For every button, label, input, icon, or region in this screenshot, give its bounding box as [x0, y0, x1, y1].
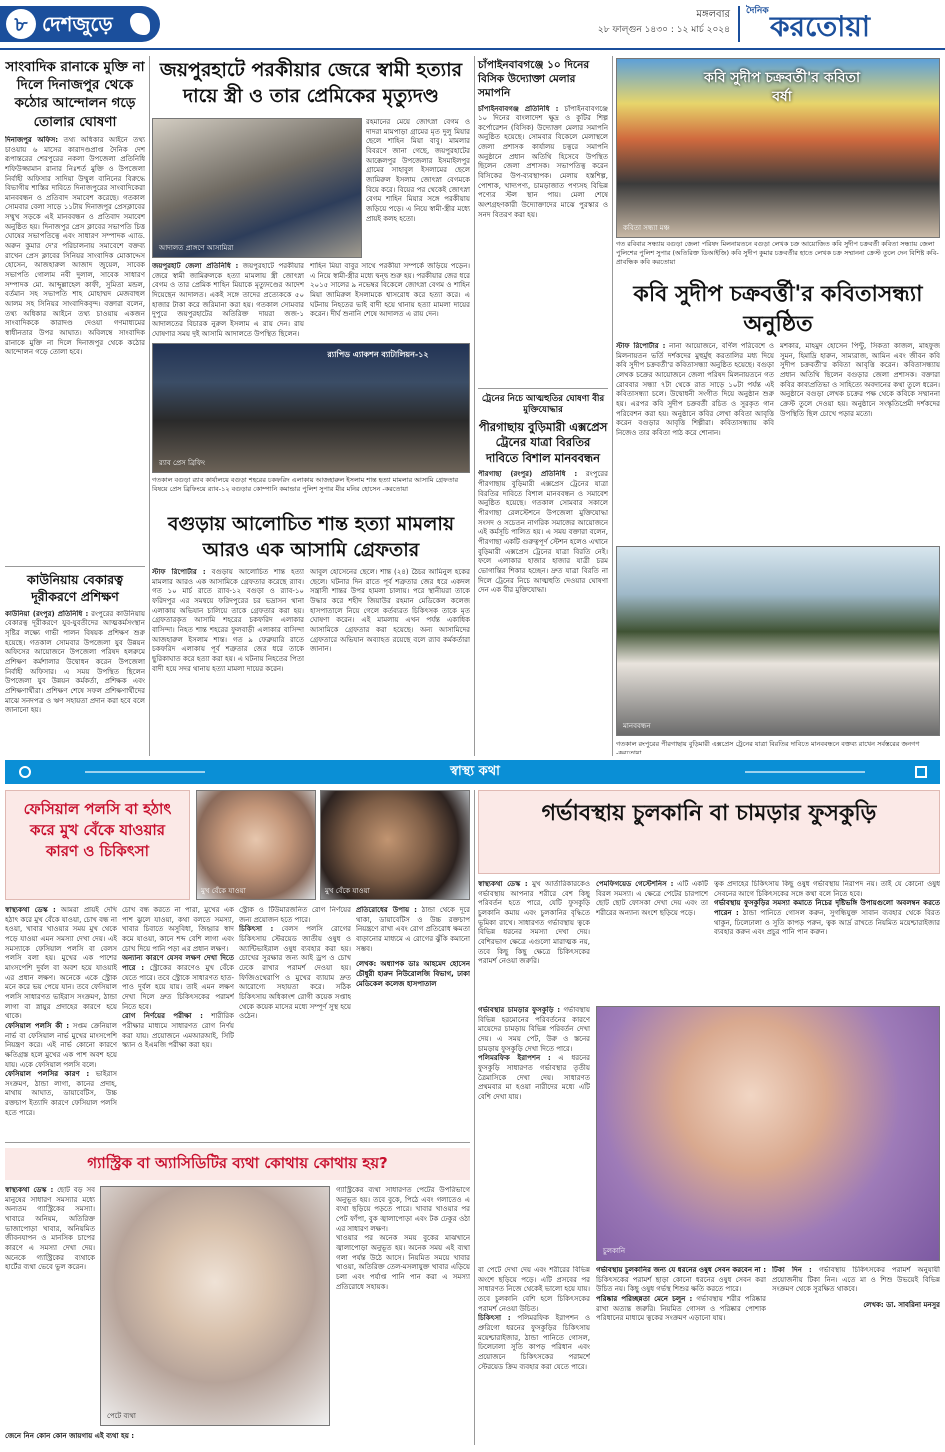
- story-bogura-body2: আবুল হোসেনের ছেলে। শান্ত (২৪) ঠৈচর আমিনুল হকের ছেলে। ঘটনার দিন রাতে পূর্ব শত্রুতার জের ধরে একদল সন্ত্রাসী শান্তর উপর হামলা চালায়। পরে স্থানীয়রা তাকে উদ্ধার করে শহীদ জিয়াউর রহমান মেডিকেল কলেজ হাসপাতালে নিয়ে গেলে কর্তব্যরত চিকিৎসক তাকে মৃত ঘোষণা করেন। এই মামলায় এখন পর্যন্ত একাধিক আসামিকে গ্রেফতার করা হয়েছে। অন্য আসামিদের গ্রেফতারে অভিযান অব্যাহত রয়েছে বলে র‍্যাব কর্মকর্তারা জানান।: [310, 568, 470, 654]
- itch-col3c: [772, 1266, 940, 1442]
- kobita-caption-credit: করতোয়া: [652, 257, 676, 266]
- story-bogura-dateline: স্টাফ রিপোর্টার :: [152, 568, 206, 576]
- facial-sub3-body: স্ট্রোকের কারণেও মুখ বেঁকে যেতে পারে। তবে স্ট্রোকে সাধারণত হাত-পাও দুর্বল হয়ে যায়। তাই এমন লক্ষণ দেখা দিলে দ্রুত চিকিৎসকের পরামর্শ নিতে হবে।: [122, 963, 234, 1011]
- story-pirgachha-text: রংপুরের পীরগাছায় বুড়িমারী এক্সপ্রেস ট্রেনের যাত্রা বিরতির দাবিতে বিশাল মানববন্ধন ও সমাবেশ অনুষ্ঠিত হয়েছে। গতকাল সোমবার সকালে পীরগাছা রেলস্টেশনে উপজেলা মুক্তিযোদ্ধা সংসদ ও সচেতন নাগরিক সমাজের আয়োজনে এই কর্মসূচি পালিত হয়। এ সময় বক্তারা বলেন, পীরগাছা একটি গুরুত্বপূর্ণ স্টেশন হলেও এখানে বুড়িমারী এক্সপ্রেস ট্রেনের যাত্রা বিরতি নেই। ফলে এলাকার হাজার হাজার যাত্রী চরম ভোগান্তির শিকার হচ্ছেন। দ্রুত যাত্রা বিরতি না দিলে ট্রেনের নিচে আত্মহুতি দেওয়ার ঘোষণা দেন এক বীর মুক্তিযোদ্ধা।: [478, 470, 608, 595]
- kobita-caption-text: গত রবিবার সন্ধ্যায় বগুড়া জেলা পরিষদ মিলনায়তনে বগুড়া লেখক চক্র আয়োজিত কবি সুদীপ চক্রবর্তী কবিতা সন্ধ্যায় জেলা পুলিশের পুলিশ সুপার (অতিরিক্ত ডিআইজি) কবি সুদীপ কুমার চক্রবর্তীর হাতে লেখক চক্র সম্মাননা ক্রেস্ট তুলে দেন বিশিষ্ট কবি-প্রাবন্ধিক কবি: [616, 240, 939, 266]
- story-pirgachha-dateline: পীরগাছা (রংপুর) প্রতিনিধি :: [478, 470, 578, 479]
- itch-body2: বা পেটে দেখা দেয় এবং শরীরের বিভিন্ন অংশে ছড়িয়ে পড়ে। এটি প্রসবের পর সাধারণত নিজে থেকেই ভালো হয়ে যায়। তবে চুলকানি বেশি হলে চিকিৎসকের পরামর্শ নেওয়া উচিত।: [478, 1266, 590, 1313]
- story-joypurhat-text: জয়পুরহাটে পরকীয়ার জেরে স্বামী জামিরুলকে হত্যা মামলায় স্ত্রী জোৎস্না বেগম ও তার প্রেমিক শাহিন মিয়াকে মৃত্যুদণ্ডের আদেশ দিয়েছেন আদালত। একই সঙ্গে তাদের প্রত্যেককে ৫০ হাজার টাকা করে জরিমানা করা হয়। গতকাল সোমবার দুপুরে জয়পুরহাটের অতিরিক্ত দায়রা জজ-১ আদালতের বিচারক নুরুল ইসলাম এ রায় দেন। রায় ঘোষণার সময় দুই আসামি আদালতে উপস্থিত ছিলেন।: [152, 262, 304, 337]
- story-chapai-text: চাঁপাইনবাবগঞ্জে ১০ দিনের বাংলাদেশ ক্ষুদ্র ও কুটির শিল্প কর্পোরেশন (বিসিক) উদ্যোক্তা মেলার সমাপনি অনুষ্ঠিত হয়েছে। সোমবার বিকেলে মেলাস্থলে জেলা প্রশাসক কার্যালয় চত্বরে সমাপনি অনুষ্ঠানে প্রধান অতিথি হিসেবে উপস্থিত ছিলেন জেলা প্রশাসক। সভাপতিত্ব করেন বিসিকের উপ-ব্যবস্থাপক। মেলায় হস্তশিল্প, পোশাক, খাদ্যপণ্য, চামড়াজাত পণ্যসহ বিভিন্ন পণ্যের স্টল স্থান পায়। মেলা শেষে অংশগ্রহণকারী উদ্যোক্তাদের মাঝে পুরস্কার ও সনদ বিতরণ করা হয়।: [478, 104, 608, 219]
- itch-headline: গর্ভাবস্থায় চুলকানি বা চামড়ার ফুসকুড়ি: [541, 801, 877, 826]
- masthead-divider: [738, 6, 740, 42]
- story-kobita-headline: কবি সুদীপ চক্রবর্ত্তী'র কবিতাসন্ধ্যা অনুষ্ঠিত: [633, 282, 923, 337]
- man-photo-label: মুখ বেঁকে যাওয়া: [325, 886, 370, 895]
- story-bogura-body: [152, 568, 304, 754]
- story-pirgachha-kicker: ট্রেনের নিচে আত্মহুতির ঘোষণা বীর মুক্তিযোদ্ধার: [481, 394, 605, 416]
- facial-sub4: রোগ নির্ণয়ের পরীক্ষা :: [122, 1012, 203, 1021]
- itch-sub2-body: গর্ভাবস্থায় বিভিন্ন হরমোনের পরিবর্তনের কারণে মায়েদের চামড়ায় বিভিন্ন পরিবর্তন দেখা দেয়। এ সময় পেট, উরু ও স্তনের চামড়ায় ফুসকুড়ি দেখা দিতে পারে।: [478, 1006, 590, 1053]
- story-chapai-body: [478, 105, 608, 370]
- pirgachha-caption-text: গতকাল রংপুরের পীরগাছায় বুড়িমারী এক্সপ্রেস ট্রেনের যাত্রা বিরতির দাবিতে মানববন্ধনে বক্তব্য রাখেন সর্বস্তরের জনগণ: [616, 740, 920, 748]
- rule-col1-a: [5, 566, 145, 567]
- facial-author-name: অধ্যাপক ডাঃ আহমেদ হোসেন চৌধুরী হারুন নিউরোলজি বিভাগ, ঢাকা মেডিকেল কলেজ হাসপাতাল: [356, 960, 470, 988]
- issue-date: ২৮ ফাল্গুন ১৪৩০ : ১২ মার্চ ২০২৪: [597, 25, 730, 35]
- itch-sub7-body: গর্ভাবস্থায় শরীর পরিষ্কার রাখা অত্যন্ত জরুরি। নিয়মিত গোসল ও পরিষ্কার পোশাক পরিধানের মাধ্যমে ত্বকের সংক্রমণ এড়ানো যায়।: [596, 1294, 766, 1323]
- story-joypurhat-body: [152, 262, 304, 337]
- joypurhat-court-photo: [152, 118, 362, 258]
- itch-sub4-body: পলিমরফিক ইরাপশন ও প্রুরিগো ধরনের ফুসকুড়ির চিকিৎসায় ময়েশ্চারাইজার, ঠান্ডা পানিতে গোসল, ঢিলেঢালা সুতি কাপড় পরিধান এবং প্রয়োজনে চিকিৎসকের পরামর্শে স্টেরয়েড ক্রিম ব্যবহার করা যেতে পারে।: [478, 1314, 590, 1371]
- facial-sub1-body: সপ্তম ক্রেনিয়াল নার্ভ বা ফেসিয়াল নার্ভ মুখের মাংসপেশি নিয়ন্ত্রণ করে। এই নার্ভ কোনো কারণে ক্ষতিগ্রস্ত হলে মুখের এক পাশ অবশ হয়ে যায়। একে ফেসিয়াল পলসি বলে।: [5, 1021, 117, 1069]
- story-kobita-dateline: স্টাফ রিপোর্টার :: [616, 342, 666, 350]
- facial-author: [356, 960, 470, 989]
- story-kobita-body2: মশকার, মাহমুদ হোসেন পিন্টু, সিকতা কাজল, মাহফুজ সুমন, হিমাদ্রি হারুন, সাম্যরাজ, আমিন এবং জীবন কবি সুদীপ চক্রবর্তী'র কবিতা আবৃত্তি করেন। কবিতাসন্ধ্যায় প্রধান অতিথি ছিলেন বগুড়ার জেলা প্রশাসক। বক্তারা কবির কাব্যপ্রতিভা ও সাহিত্যে অবদানের কথা তুলে ধরেন। অনুষ্ঠানে বগুড়া লেখক চক্রের পক্ষ থেকে কবিকে সম্মাননা ক্রেস্ট তুলে দেওয়া হয়। অনুষ্ঠানে সংস্কৃতিপ্রেমী দর্শকদের উপস্থিতি ছিল চোখে পড়ার মতো।: [780, 342, 940, 418]
- kobita-photo-label: কবিতা সন্ধ্যা মঞ্চ: [623, 223, 670, 232]
- itch-sub6-body: ঠান্ডা পানিতে গোসল করুন, সুগন্ধিযুক্ত সাবান ব্যবহার থেকে বিরত থাকুন, ঢিলেঢালা ও সুতি কাপড় পরুন, ত্বক আর্দ্র রাখতে নিয়মিত ময়েশ্চারাইজার ব্যবহার করুন এবং প্রচুর পানি পান করুন।: [714, 908, 940, 937]
- story-bogura-text: বগুড়ায় আলোচিত শান্ত হত্যা মামলার আরও এক আসামিকে গ্রেফতার করেছে র‍্যাব। গত ১০ মার্চ রাতে র‍্যাব-১২ বগুড়া ও র‍্যাব-১০ ফরিদপুর এর সমন্বয়ে ফরিদপুরের চর ভদ্রাসন থানা এলাকায় অভিযান চালিয়ে তাকে গ্রেফতার করা হয়। গ্রেফতারকৃত আসামি শহরের চকফরিদ এলাকার বাসিন্দা। নিহত শান্ত শহরের ফুলবাড়ী এলাকার বাসিন্দা আজহারুল ইসলাম শান্ত। গত ৯ ফেব্রুয়ারি রাতে চকফরিদ এলাকায় পূর্ব শত্রুতার জের ধরে তাকে ছুরিকাঘাত করে হত্যা করা হয়। এ ঘটনায় নিহতের পিতা বাদী হয়ে সদর থানায় হত্যা মামলা দায়ের করেন।: [152, 568, 304, 673]
- facial-col4: [356, 906, 470, 1138]
- story-pirgachha: [478, 394, 608, 754]
- section-title: দেশজুড়ে: [42, 12, 113, 36]
- itch-author: [772, 1301, 940, 1311]
- section-tab: [0, 6, 160, 42]
- facial-sub6-body: ঠান্ডা থেকে দূরে থাকা, ডায়াবেটিস ও উচ্চ রক্তচাপ নিয়ন্ত্রণে রাখা এবং রোগ প্রতিরোধ ক্ষমতা বাড়ানোর মাধ্যমে এ রোগের ঝুঁকি কমানো সম্ভব।: [356, 906, 470, 953]
- facial-body: আমরা প্রায়ই দেখি হঠাৎ করে মুখ বেঁকে যাওয়া, চোখ বন্ধ না হওয়া, খাবার খাওয়ার সময় মুখ থেকে পড়ে যাওয়া এমন সমস্যা দেখা দেয়। এই সমস্যাকে ফেসিয়াল পলসি বা বেলস পলসি বলা হয়। মুখের এক পাশের মাংসপেশি দুর্বল বা অবশ হয়ে যাওয়াই এর প্রধান লক্ষণ। অনেকে একে স্ট্রোক মনে করে ভয় পেয়ে যান। তবে ফেসিয়াল পলসি সাধারণত ভাইরাস সংক্রমণ, ঠান্ডা লাগা বা স্নায়ুর প্রদাহের কারণে হয়ে থাকে।: [5, 906, 117, 1021]
- facial-col2: [122, 906, 234, 1138]
- joypurhat-photo-label: আদালত প্রাঙ্গণে আসামিরা: [159, 243, 234, 252]
- man-face-photo: [320, 790, 470, 900]
- page-number-circle: [6, 9, 36, 39]
- rule-v-col4: [612, 56, 613, 756]
- itch-col1c: [478, 1266, 590, 1442]
- itch-col2: [596, 880, 708, 1002]
- itch-sub3-body: এ ধরনের ফুসকুড়ি সাধারণত গর্ভাবস্থার তৃতীয় ত্রৈমাসিকে দেখা দেয়। সাধারণত প্রথমবার মা হওয়া নারীদের মধ্যে এটি বেশি দেখা যায়।: [478, 1054, 590, 1101]
- itch-col1: [478, 880, 590, 1002]
- pirgachha-caption-credit: -করতোয়া: [616, 748, 642, 754]
- story-kaunia-dateline: কাউনিয়া (রংপুর) প্রতিনিধি :: [5, 609, 89, 618]
- story-joypurhat-side: রহমানের মেয়ে জোৎস্না বেগম ও দাদরা মামপাড়া গ্রামের মৃত দুলু মিয়ার ছেলে শাহিন মিয়া বাবু। মামলার বিবরণে জানা গেছে, জয়পুরহাটের আক্কেলপুর উপজেলার ইসমাইলপুর গ্রামের সাহাবুল ইসলামের ছেলে জামিরুল ইসলাম জোৎস্না বেগমকে বিয়ে করে। বিয়ের পর থেকেই জোৎস্না বেগম শাহিন মিয়ার সঙ্গে পরকীয়ায় জড়িয়ে পড়ে। এ নিয়ে স্বামী-স্ত্রীর মধ্যে প্রায়ই কলহ হতো।: [366, 118, 470, 223]
- story-chapai-dateline: চাঁপাইনবাবগঞ্জ প্রতিনিধি :: [478, 104, 559, 113]
- bogura-caption-credit: -করতোয়া: [382, 484, 408, 493]
- story-dinajpur-dateline: দিনাজপুর অফিস:: [5, 135, 59, 144]
- woman-photo-label: মুখ বেঁকে যাওয়া: [201, 886, 246, 895]
- story-kaunia-headline: কাউনিয়ায় বেকারত্ব দূরীকরণে প্রশিক্ষণ: [26, 572, 123, 604]
- facial-sub2: ফেসিয়াল পলসির কারণ :: [5, 1070, 90, 1079]
- gastric-body2: গ্যাস্ট্রিকের ব্যথা সাধারণত পেটের উপরিভাগে অনুভূত হয়। তবে বুকে, পিঠে এবং গলাতেও এ ব্যথা ছড়িয়ে পড়তে পারে। খাবার খাওয়ার পর পেট ফাঁপা, বুক জ্বালাপোড়া এবং টক ঢেকুর ওঠা এর সাধারণ লক্ষণ।: [336, 1186, 470, 1233]
- itch-sub4: চিকিৎসা :: [478, 1314, 511, 1323]
- stomach-photo-label: পেটে ব্যথা: [107, 1411, 136, 1420]
- medical-plus-icon: [915, 766, 927, 778]
- story-kaunia: [5, 572, 145, 757]
- itch-headline-box: [478, 790, 940, 874]
- itching-skin-photo: [596, 1006, 940, 1261]
- itch-photo-label: চুলকানি: [603, 1246, 626, 1255]
- kobita-stage-photo: [616, 58, 940, 238]
- pirgachha-photo-label: মানববন্ধন: [623, 721, 651, 730]
- itch-sub7: পরিষ্কার পরিচ্ছন্নতা মেনে চলুন :: [596, 1294, 693, 1303]
- bogura-photo-label: র‍্যাব প্রেস ব্রিফিং: [159, 458, 206, 467]
- gastric-dateline: স্বাস্থ্যকথা ডেস্ক :: [5, 1186, 54, 1194]
- story-dinajpur-body: [5, 136, 145, 541]
- itch-sub1: পেমফিগয়েড গেস্টেশনিস :: [596, 880, 674, 888]
- itch-col1b: [478, 1006, 590, 1261]
- rule-v-col3: [474, 56, 475, 756]
- facial-palsy-headline: ফেসিয়াল পলসি বা হঠাৎ করে মুখ বেঁকে যাওয়ার কারণ ও চিকিৎসা: [23, 800, 172, 860]
- rule-v-col1: [149, 56, 150, 756]
- story-kobita-body: [616, 342, 774, 540]
- pirgachha-human-chain-photo: [616, 546, 940, 736]
- itch-sub3: পলিমরফিক ইরাপশন :: [478, 1054, 551, 1063]
- bogura-photo-caption: [152, 476, 470, 502]
- stomach-pain-photo: [100, 1186, 330, 1426]
- facial-sub2-body: ভাইরাস সংক্রমণ, ঠান্ডা লাগা, কানের প্রদাহ, মাথায় আঘাত, ডায়াবেটিস, উচ্চ রক্তচাপ ইত্যাদি কারণে ফেসিয়াল পলসি হতে পারে।: [5, 1070, 117, 1117]
- pirgachha-photo-caption: [616, 740, 940, 754]
- story-chapai-headline: চাঁপাইনবাবগঞ্জে ১০ দিনের বিসিক উদ্যোক্তা মেলার সমাপনি: [478, 59, 590, 100]
- story-dinajpur-headline: সাংবাদিক রানাকে মুক্তি না দিলে দিনাজপুর থেকে কঠোর আন্দোলন গড়ে তোলার ঘোষণা: [5, 59, 145, 130]
- itch-author-name: ডা. সাবরিনা মনসুর: [886, 1300, 940, 1309]
- itch-dateline: স্বাস্থ্যকথা ডেস্ক :: [478, 880, 528, 888]
- story-pirgachha-body: [478, 470, 608, 710]
- itch-col2c: [596, 1266, 766, 1442]
- facial-col3: [239, 906, 351, 1138]
- kobita-banner: কবি সুদীপ চক্রবর্তী'র কবিতা বর্ষা: [703, 70, 861, 105]
- facial-author-label: লেখক:: [356, 960, 377, 969]
- itch-sub5-body: চিকিৎসকের পরামর্শ ছাড়া কোনো ধরনের ওষুধ সেবন করা উচিত নয়। কিছু ওষুধ গর্ভস্থ শিশুর ক্ষতি করতে পারে।: [596, 1275, 766, 1294]
- story-dinajpur-text: তথ্য অধিকার আইনে তথ্য চাওয়ায় ৬ মাসের কারাদণ্ডপ্রাপ্ত দৈনিক দেশ রূপান্তরের শেরপুরের নকলা উপজেলা প্রতিনিধি শফিউজ্জামান রানার নিঃশর্ত মুক্তি ও উপজেলা নির্বাহী অফিসার সাদিয়া উম্মুল বানিনের বিরুদ্ধে বিভাগীয় শাস্তির দাবিতে দিনাজপুরের সাংবাদিকেরা মানববন্ধন ও প্রতিবাদ সমাবেশ করেছে। গতকাল সোমবার বেলা সাড়ে ১১টায় দিনাজপুর প্রেসক্লাবের সম্মুখ সড়কে এই মানববন্ধন ও প্রতিবাদ সমাবেশ অনুষ্ঠিত হয়। দিনাজপুর প্রেস ক্লাবের সভাপতি চিত্ত ঘোষের সভাপতিত্বে এবং সাধারণ সম্পাদক এ্যাড. অরুন কুমার দে'র পরিচালনায় সমাবেশে বক্তব্য রাখেন প্রেস ক্লাবের সিনিয়র সাংবাদিক মোকাদ্দেস হোসেন, আজহারুল আজাদ জুয়েল, সাবেক সভাপতি গোলাম নবী দুলাল, সাবেক সাধারণ সম্পাদক মো. আব্দুল্লাহেল কাফী, সুমিতা মন্ডল, বর্তমান সহ সভাপতি শাহ মোহাম্মদ মেজবাহুল আলম সহ সিনিয়র সাংবাদিকবৃন্দ। বক্তারা বলেন, তথ্য অধিকার আইনে তথ্য চাওয়ায় একজন সাংবাদিককে কারাদণ্ড দেওয়া গণমাধ্যমের স্বাধীনতার উপর আঘাত। অবিলম্বে সাংবাদিক রানাকে মুক্তি না দিলে দিনাজপুর থেকে কঠোর আন্দোলন গড়ে তোলা হবে।: [5, 135, 145, 357]
- rule-gastric-top: [5, 1142, 470, 1143]
- heartbeat-icon: [85, 771, 205, 773]
- gastric-headline: গ্যাস্ট্রিক বা অ্যাসিডিটির ব্যথা কোথায় কোথায় হয়?: [87, 1154, 388, 1172]
- facial-dateline: স্বাস্থ্যকথা ডেস্ক :: [5, 906, 56, 914]
- gastric-col1: [5, 1186, 95, 1426]
- rab-banner: র‍্যাপিড এ্যাকশন ব্যাটালিয়ন-১২: [327, 350, 429, 359]
- facial-sub4-body: শারীরিক পরীক্ষার মাধ্যমে সাধারণত রোগ নির্ণয় করা যায়। প্রয়োজনে এমআরআই, সিটি স্ক্যান ও ইএমজি পরীক্ষা করা হয়।: [122, 1012, 234, 1050]
- gastric-col2: [336, 1186, 470, 1426]
- story-kaunia-body: [5, 610, 145, 732]
- gastric-footer-note: জেনে নিন কোন কোন জায়গায় এই ব্যথা হয় :: [5, 1432, 135, 1440]
- page-number: ৮: [14, 12, 28, 36]
- story-bogura-headline: বগুড়ায় আলোচিত শান্ত হত্যা মামলায় আরও এক আসামি গ্রেফতার: [167, 513, 455, 561]
- story-joypurhat-body2: শাহিন মিয়া বাবুর সাথে পরকীয়া সম্পর্কে জড়িয়ে পড়েন। এ নিয়ে স্বামী-স্ত্রীর মধ্যে দ্বন্দ্ব শুরু হয়। পরকীয়ার জের ধরে ২০১৫ সালের ৯ নভেম্বর বিকেলে জোৎস্না বেগম ও শাহিন মিয়া জামিরুল ইসলামকে শ্বাসরোধ করে হত্যা করে। এ ঘটনায় নিহতের ভাই বাদী হয়ে থানায় হত্যা মামলা দায়ের করেন। দীর্ঘ শুনানি শেষে আদালত এ রায় দেন।: [310, 262, 470, 319]
- kobita-photo-caption: [616, 240, 940, 268]
- facial-sub3: অন্যান্য কারণে যেসব লক্ষণ দেখা দিতে পারে :: [122, 954, 234, 972]
- paper-logo: করতোয়া: [770, 10, 870, 43]
- gastric-body: ছোট বড় সব মানুষের সাধারণ সমস্যার মধ্যে অন্যতম গ্যাস্ট্রিকের সমস্যা। খাবারে অনিয়ম, অতিরিক্ত ভাজাপোড়া খাবার, অনিয়মিত জীবনযাপন ও মানসিক চাপের কারণে এ সমস্যা দেখা দেয়। অনেকে গ্যাস্ট্রিকের ব্যথাকে হার্টের ব্যথা ভেবে ভুল করেন।: [5, 1186, 95, 1272]
- story-joypurhat-headline: জয়পুরহাটে পরকীয়ার জেরে স্বামী হত্যার দায়ে স্ত্রী ও তার প্রেমিকের মৃত্যুদণ্ড: [159, 59, 463, 107]
- facial-palsy-headline-box: [5, 790, 190, 900]
- facial-body3: স্ট্রোক ও টিউমারজনিত রোগ নির্ণয়ের জন্য প্রয়োজন হতে পারে।: [239, 906, 351, 924]
- facial-sub1: ফেসিয়াল পলসি কী :: [5, 1021, 70, 1030]
- story-kaunia-text: রংপুরের কাউনিয়ায় বেকারত্ব দূরীকরণে যুব-যুবতীদের আত্মকর্মসংস্থান সৃষ্টির লক্ষ্যে গাভী পালন বিষয়ক প্রশিক্ষণ শুরু হয়েছে। গতকাল সোমবার উপজেলা যুব উন্নয়ন অফিসের আয়োজনে উপজেলা পরিষদ হলরুমে প্রশিক্ষণ কর্মশালার উদ্বোধন করেন উপজেলা নির্বাহী অফিসার। এ সময় উপস্থিত ছিলেন উপজেলা যুব উন্নয়ন কর্মকর্তা, প্রশিক্ষক এবং প্রশিক্ষণার্থীরা। প্রশিক্ষণ শেষে সফল প্রশিক্ষণার্থীদের মাঝে সনদপত্র ও ঋণ সহায়তা প্রদান করা হবে বলে জানানো হয়।: [5, 609, 145, 715]
- itch-body: মুখ আর্তারিকারকেও গর্ভাবস্থায় আপনার শরীরে বেশ কিছু পরিবর্তন হতে পারে, যেটি ফুসকুড়ি চুলকানি কমায় এবং চুলকানির বৃদ্ধিতে ভূমিকা রাখে। সাধারণত গর্ভাবস্থায় ত্বকে বিভিন্ন ধরনের সমস্যা দেখা দেয়। বেশিরভাগ ক্ষেত্রে এগুলো মারাত্মক নয়, তবে কিছু কিছু ক্ষেত্রে চিকিৎসকের পরামর্শ নেওয়া জরুরি।: [478, 880, 590, 966]
- itch-sub8-body: গর্ভাবস্থায় চিকিৎসকের পরামর্শ অনুযায়ী প্রয়োজনীয় টিকা নিন। এতে মা ও শিশু উভয়েই বিভিন্ন সংক্রমণ থেকে সুরক্ষিত থাকবে।: [772, 1266, 940, 1294]
- medical-cross-icon: [19, 766, 31, 778]
- facial-sub6: প্রতিরোধের উপায় :: [356, 906, 417, 914]
- masthead: [0, 0, 945, 50]
- gastric-headline-box: [5, 1148, 470, 1180]
- bogura-caption-text: গতকাল বগুড়া র‍্যাব কার্যালয়ে বগুড়া শহরের চকফরিদ এলাকায় আজহারুল ইসলাম শান্ত হত্যা মামলার আসামি গ্রেফতার বিষয়ে প্রেস ব্রিফিংয়ে র‍্যাব-১২ বগুড়ার কোম্পানি কমান্ডার পুলিশ সুপার মীর মনির হোসেন: [152, 476, 459, 493]
- health-band-title: স্বাস্থ্য কথা: [450, 764, 500, 779]
- heartbeat-icon-right: [745, 771, 865, 773]
- itch-sub1-body: এটি একটি বিরল সমস্যা। এ ক্ষেত্রে পেটের চারপাশে ছোট ছোট ফোসকা দেখা দেয় এবং তা শরীরের অন্যান্য অংশে ছড়িয়ে পড়ে।: [596, 880, 708, 917]
- story-pirgachha-headline: পীরগাছায় বুড়িমারী এক্সপ্রেস ট্রেনের যাত্রা বিরতির দাবিতে বিশাল মানববন্ধন: [478, 419, 608, 465]
- itch-author-label: লেখক:: [863, 1300, 884, 1309]
- woman-face-photo: [196, 790, 316, 900]
- itch-sub2: গর্ভাবস্থার চামড়ার ফুসকুড়ি :: [478, 1006, 561, 1014]
- bogura-rab-photo: [152, 343, 470, 473]
- story-joypurhat-dateline: জয়পুরহাট জেলা প্রতিনিধি :: [152, 262, 239, 270]
- masthead-rule: [0, 48, 945, 50]
- itch-sub8: টিকা দিন :: [772, 1266, 812, 1274]
- health-band: [5, 760, 940, 784]
- paper-tagline: দৈনিক: [746, 6, 769, 16]
- facial-sub5: চিকিৎসা :: [239, 925, 274, 934]
- facial-sub5-body: বেলস পলসি রোগের চিকিৎসায় স্টেরয়েড জাতীয় ওষুধ ও অ্যান্টিভাইরাল ওষুধ ব্যবহার করা হয়। চোখের সুরক্ষার জন্য আই ড্রপ ও চোখ ঢেকে রাখার পরামর্শ দেওয়া হয়। ফিজিওথেরাপি ও মুখের ব্যায়াম দ্রুত আরোগ্যে সহায়তা করে। সঠিক চিকিৎসায় অধিকাংশ রোগী কয়েক সপ্তাহ থেকে কয়েক মাসের মধ্যে সম্পূর্ণ সুস্থ হয়ে ওঠেন।: [239, 925, 351, 1021]
- facial-body2: চোখ বন্ধ করতে না পারা, মুখের এক পাশ ঝুলে যাওয়া, কথা বলতে সমস্যা, খাবার চিবাতে অসুবিধা, জিহ্বার স্বাদ কমে যাওয়া, কানে শব্দ বেশি লাগা এবং চোখ দিয়ে পানি পড়া এর প্রধান লক্ষণ।: [122, 906, 234, 953]
- itch-sub6: গর্ভাবস্থায় ফুসকুড়ির সমস্যা কমাতে নিচের দৃষ্টিভঙ্গি উপায়গুলো অবলম্বন করতে পারেন :: [714, 899, 940, 917]
- story-kobita-text: নানা আয়োজনে, বর্ণিল পরিবেশে ও মিলনায়তন ভর্তি দর্শকদের মুহুর্মুহু করতালির মধ্য দিয়ে কবি সুদীপ চক্রবর্তী'র কবিতাসন্ধ্যা অনুষ্ঠিত হয়েছে। বগুড়া লেখক চক্রের আয়োজনে জেলা পরিষদ মিলনায়তনে গত রোববার সন্ধ্যা ৭টা থেকে রাত সাড়ে ১০টা পর্যন্ত এই কবিতাসন্ধ্যা চলে। উদ্বোধনী সংগীত দিয়ে অনুষ্ঠান শুরু হয়। এরপর কবি সুদীপ চক্রবর্তী রচিত ও সুরকৃত গান পরিবেশন করা হয়। অনুষ্ঠানে কবির লেখা কবিতা আবৃত্তি করেন বগুড়ার আবৃত্তি শিল্পীরা। কবিতাসন্ধ্যায় কবি নিজেও তার কবিতা পাঠ করে শোনান।: [616, 342, 774, 437]
- itch-col3-body: ত্বক প্রদাহের চিকিৎসায় কিছু ওষুধ গর্ভাবস্থায় নিরাপদ নয়। তাই যে কোনো ওষুধ সেবনের আগে চিকিৎসকের সঙ্গে কথা বলে নিতে হবে।: [714, 880, 940, 898]
- bangladesh-map-icon: [130, 13, 150, 35]
- rule-v-health: [474, 790, 475, 1445]
- story-dinajpur: [5, 58, 145, 558]
- story-chapai: [478, 58, 608, 383]
- facial-col1: [5, 906, 117, 1138]
- rule-col4-a: [478, 388, 608, 389]
- issue-day: মঙ্গলবার: [696, 9, 730, 20]
- itch-sub5: গর্ভাবস্থায় চুলকানির জন্য যে ধরনের ওষুধ সেবন করবেন না :: [596, 1266, 766, 1274]
- gastric-body3: খাওয়ার পর অনেক সময় বুকের মাঝখানে জ্বালাপোড়া অনুভূত হয়। অনেক সময় এই ব্যথা গলা পর্যন্ত উঠে আসে। নিয়মিত সময়ে খাবার খাওয়া, অতিরিক্ত তেল-মসলাযুক্ত খাবার এড়িয়ে চলা এবং পর্যাপ্ত পানি পান করা এ সমস্যা প্রতিরোধে সহায়ক।: [336, 1234, 470, 1291]
